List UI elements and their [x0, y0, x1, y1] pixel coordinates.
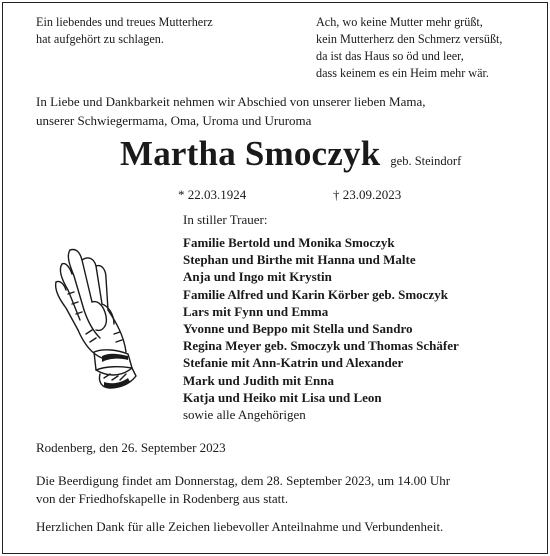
intro-line: unserer Schwiegermama, Oma, Uroma und Ururoma	[36, 113, 312, 128]
funeral-line: von der Friedhofskapelle in Rodenberg aus statt.	[36, 491, 289, 506]
list-item: sowie alle Angehörigen	[183, 407, 306, 423]
deceased-name-line	[120, 134, 461, 174]
mourners-list	[183, 234, 459, 423]
verse-right-line: kein Mutterherz den Schmerz versüßt,	[316, 32, 503, 46]
funeral-info	[36, 472, 450, 508]
birth-name: geb. Steindorf	[390, 154, 462, 168]
death-date: † 23.09.2023	[333, 187, 402, 202]
intro-line: In Liebe und Dankbarkeit nehmen wir Abschied von unserer lieben Mama,	[36, 94, 426, 109]
list-item: Regina Meyer geb. Smoczyk und Thomas Schäfer	[183, 338, 459, 354]
verse-right	[316, 14, 502, 82]
list-item: Familie Alfred und Karin Körber geb. Smoczyk	[183, 286, 448, 302]
birth-date: * 22.03.1924	[178, 187, 247, 202]
list-item: Familie Bertold und Monika Smoczyk	[183, 235, 395, 250]
list-item: Stephan und Birthe mit Hanna und Malte	[183, 252, 416, 268]
list-item: Lars mit Fynn und Emma	[183, 303, 329, 319]
list-item: Mark und Judith mit Enna	[183, 372, 334, 388]
verse-left-line: Ein liebendes und treues Mutterherz	[36, 15, 213, 29]
verse-left-line: hat aufgehört zu schlagen.	[36, 32, 164, 46]
verse-right-line: Ach, wo keine Mutter mehr grüßt,	[316, 15, 483, 29]
list-item: Yvonne und Beppo mit Stella und Sandro	[183, 321, 413, 337]
place-date: Rodenberg, den 26. September 2023	[36, 440, 226, 455]
deceased-name: Martha Smoczyk	[120, 134, 381, 173]
list-item: Anja und Ingo mit Krystin	[183, 269, 332, 285]
list-item: Stefanie mit Ann-Katrin und Alexander	[183, 355, 404, 371]
list-item: Katja und Heiko mit Lisa und Leon	[183, 389, 382, 405]
verse-right-line: dass keinem es ein Heim mehr wär.	[316, 66, 489, 80]
verse-right-line: da ist das Haus so öd und leer,	[316, 49, 464, 63]
funeral-line: Die Beerdigung findet am Donnerstag, dem 28. September 2023, um 14.00 Uhr	[36, 473, 451, 488]
mourning-title: In stiller Trauer:	[183, 212, 268, 227]
intro-text	[36, 92, 426, 130]
verse-left	[36, 14, 213, 48]
thanks-text: Herzlichen Dank für alle Zeichen liebevoller Anteilnahme und Verbundenheit.	[36, 519, 444, 534]
praying-hands-icon	[40, 244, 152, 392]
